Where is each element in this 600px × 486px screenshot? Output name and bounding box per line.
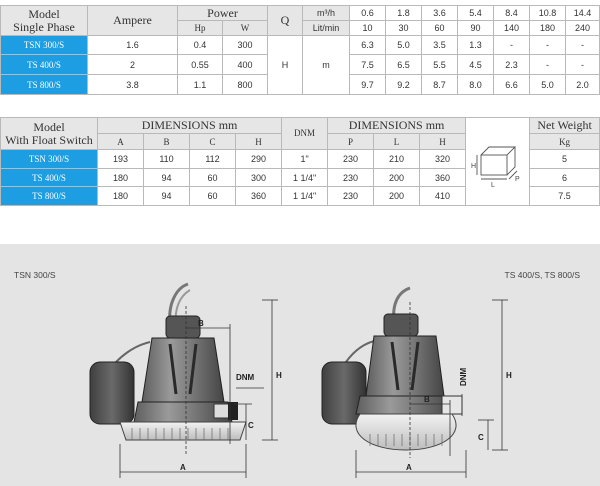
hp-value: 0.55: [178, 55, 223, 75]
col-header-a: A: [98, 134, 144, 150]
model-name: TS 400/S: [1, 55, 88, 75]
dim-b-value: 94: [144, 187, 190, 206]
col-header-h2: H: [420, 134, 466, 150]
box-dimension-diagram: [467, 121, 529, 201]
ampere-value: 1.6: [88, 36, 178, 55]
ampere-value: 3.8: [88, 75, 178, 95]
dim-l-value: 200: [374, 187, 420, 206]
q-header: Q: [268, 6, 303, 36]
litmin-value: 240: [566, 21, 600, 36]
model-header-sub: With Float Switch: [5, 132, 93, 147]
left-float-switch: [90, 362, 134, 424]
left-pump-handle: [166, 316, 200, 338]
dim-b-value: 94: [144, 169, 190, 187]
ampere-header: Ampere: [88, 6, 178, 36]
dimensions-header: DIMENSIONS mm: [98, 118, 282, 134]
left-label-b: B: [198, 319, 204, 328]
left-pump-motor-body: [142, 338, 224, 402]
dim-p-value: 230: [328, 169, 374, 187]
left-float-cable-2: [116, 342, 150, 362]
power-header: Power: [178, 6, 268, 21]
box-front-face: [481, 155, 507, 175]
dim-c-value: 60: [190, 169, 236, 187]
model-name: TS 800/S: [1, 75, 88, 95]
dim-h-value: 360: [236, 187, 282, 206]
left-label-a: A: [180, 463, 186, 472]
litmin-value: 60: [422, 21, 458, 36]
dim-h-value: 290: [236, 150, 282, 169]
hp-header: Hp: [178, 21, 223, 36]
litmin-value: 10: [350, 21, 386, 36]
right-label-b: B: [424, 395, 430, 404]
model-header-cell: [1, 6, 88, 36]
table-row: [1, 36, 600, 55]
dim-h2-value: 410: [420, 187, 466, 206]
dim-h2-value: 360: [420, 169, 466, 187]
head-value: 1.3: [458, 36, 494, 55]
head-value: 9.7: [350, 75, 386, 95]
hp-value: 1.1: [178, 75, 223, 95]
dnm-header: DNM: [282, 118, 328, 150]
head-value: 4.5: [458, 55, 494, 75]
col-header-p: P: [328, 134, 374, 150]
left-label-c: C: [248, 421, 254, 430]
model-header-sub: Single Phase: [13, 19, 75, 34]
model-header: Model: [33, 119, 65, 134]
right-pump-base: [356, 414, 456, 450]
h-label: H: [268, 36, 303, 95]
weight-value: 6: [530, 169, 600, 187]
dim-l-value: 200: [374, 169, 420, 187]
dim-p-value: 230: [328, 187, 374, 206]
head-value: 5.0: [530, 75, 566, 95]
right-pump-drawing: [322, 288, 512, 478]
w-header: W: [223, 21, 268, 36]
right-drawing-caption: TS 400/S, TS 800/S: [504, 270, 580, 280]
head-value: 7.5: [350, 55, 386, 75]
head-value: 9.2: [386, 75, 422, 95]
m-label: m: [303, 36, 350, 95]
head-value: -: [566, 55, 600, 75]
m3h-value: 5.4: [458, 6, 494, 21]
litmin-value: 140: [494, 21, 530, 36]
head-value: -: [566, 36, 600, 55]
box-diagram-cell: [466, 118, 530, 206]
right-label-c: C: [478, 433, 484, 442]
dim-c-value: 112: [190, 150, 236, 169]
left-label-dnm: DNM: [236, 373, 255, 382]
dim-p-value: 230: [328, 150, 374, 169]
dim-a-value: 193: [98, 150, 144, 169]
col-header-c: C: [190, 134, 236, 150]
model-header: Model: [28, 6, 60, 21]
litmin-unit: Lit/min: [303, 21, 350, 36]
head-value: 6.5: [386, 55, 422, 75]
m3h-value: 14.4: [566, 6, 600, 21]
m3h-value: 0.6: [350, 6, 386, 21]
box-h-label: H: [470, 162, 476, 170]
dnm-value: 1 1/4": [282, 169, 328, 187]
left-pump-drawing: [90, 284, 282, 478]
dnm-value: 1 1/4": [282, 187, 328, 206]
w-value: 400: [223, 55, 268, 75]
head-value: 5.5: [422, 55, 458, 75]
w-value: 800: [223, 75, 268, 95]
dim-h-value: 300: [236, 169, 282, 187]
net-weight-header: Net Weight: [530, 118, 600, 134]
head-value: 3.5: [422, 36, 458, 55]
model-name: TS 800/S: [1, 187, 98, 206]
head-value: 8.7: [422, 75, 458, 95]
right-pump-outlet: [442, 396, 462, 414]
dim-b-value: 110: [144, 150, 190, 169]
dnm-value: 1": [282, 150, 328, 169]
box-l-label: L: [490, 181, 495, 189]
head-value: 2.3: [494, 55, 530, 75]
dim-c-value: 60: [190, 187, 236, 206]
ampere-value: 2: [88, 55, 178, 75]
dim-a-value: 180: [98, 169, 144, 187]
dimensions-table: [0, 117, 600, 206]
left-pump-base: [120, 422, 246, 440]
right-label-a: A: [406, 463, 412, 472]
right-label-dnm: DNM: [459, 367, 468, 386]
model-name: TSN 300/S: [1, 150, 98, 169]
weight-value: 5: [530, 150, 600, 169]
head-value: 6.3: [350, 36, 386, 55]
right-pump-motor-body: [366, 336, 444, 396]
m3h-value: 8.4: [494, 6, 530, 21]
col-header-l: L: [374, 134, 420, 150]
kg-header: Kg: [530, 134, 600, 150]
litmin-value: 180: [530, 21, 566, 36]
w-value: 300: [223, 36, 268, 55]
head-value: 2.0: [566, 75, 600, 95]
right-pump-volute: [356, 396, 454, 414]
performance-table: [0, 5, 600, 95]
dim-h2-value: 320: [420, 150, 466, 169]
weight-value: 7.5: [530, 187, 600, 206]
left-drawing-caption: TSN 300/S: [14, 270, 56, 280]
pump-drawings-panel: [0, 244, 600, 486]
model-header-cell: [1, 118, 98, 150]
m3h-value: 1.8: [386, 6, 422, 21]
head-value: -: [530, 55, 566, 75]
box-top-face: [481, 147, 515, 155]
litmin-value: 30: [386, 21, 422, 36]
col-header-b: B: [144, 134, 190, 150]
litmin-value: 90: [458, 21, 494, 36]
m3h-value: 3.6: [422, 6, 458, 21]
head-value: 5.0: [386, 36, 422, 55]
pump-drawings: [0, 244, 600, 486]
head-value: -: [530, 36, 566, 55]
left-outlet-thread: [228, 402, 238, 420]
head-value: -: [494, 36, 530, 55]
dim-l-value: 210: [374, 150, 420, 169]
box-p-label: P: [514, 175, 520, 183]
left-label-h: H: [276, 371, 282, 380]
right-pump-handle: [384, 314, 418, 336]
m3h-unit: m³/h: [303, 6, 350, 21]
col-header-h: H: [236, 134, 282, 150]
model-name: TSN 300/S: [1, 36, 88, 55]
dimensions-header-2: DIMENSIONS mm: [328, 118, 466, 134]
model-name: TS 400/S: [1, 169, 98, 187]
m3h-value: 10.8: [530, 6, 566, 21]
dim-a-value: 180: [98, 187, 144, 206]
right-label-h: H: [506, 371, 512, 380]
hp-value: 0.4: [178, 36, 223, 55]
head-value: 8.0: [458, 75, 494, 95]
head-value: 6.6: [494, 75, 530, 95]
